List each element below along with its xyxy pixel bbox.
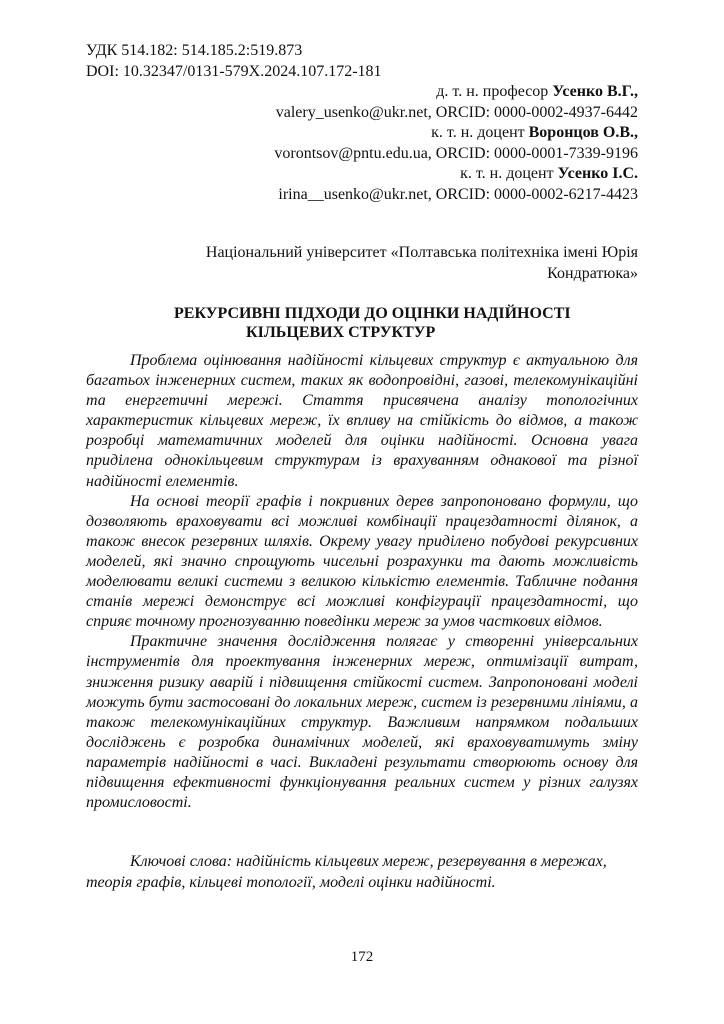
affiliation (86, 243, 638, 284)
author-3-title: к. т. н. доцент (460, 165, 558, 183)
udk-code: УДК 514.182: 514.185.2:519.873 (86, 42, 303, 59)
author-3 (86, 164, 638, 185)
title-line-1: РЕКУРСИВНІ ПІДХОДИ ДО ОЦІНКИ НАДІЙНОСТІ (174, 305, 571, 322)
author-1 (86, 82, 638, 103)
author-1-contact: valery_usenko@ukr.net, ORCID: 0000-0002-4937-6442 (275, 103, 638, 121)
doi: DOI: 10.32347/0131-579X.2024.107.172-181 (86, 62, 382, 80)
keywords (86, 852, 638, 893)
abstract-paragraph-2: На основі теорії графів і покривних дерев запропоновано формули, що дозволяють враховувати всі можливі комбінації працездатності ділянок, а також внесок резервних шляхів. Окрему увагу приділено побудові рекурсивних моделей, які значно спрощують чисельні розрахунки та дають можливість моделювати великі системи з великою кількістю елементів. Табличне подання станів мережі демонструє всі можливі конфігурації працездатності, що сприяє точному прогнозуванню поведінки мереж за умов часткових відмов. (86, 492, 638, 631)
affiliation-line-2: Кондратюка» (547, 264, 638, 282)
keywords-text: Ключові слова: надійність кільцевих мереж, резервування в мережах, теорія графів, кільцеві топології, моделі оцінки надійності. (86, 853, 607, 891)
author-2-name: Воронцов О.В., (528, 124, 638, 142)
affiliation-line-1: Національний університет «Полтавська політехніка імені Юрія (205, 244, 638, 261)
paper-title (86, 304, 638, 342)
author-2-title: к. т. н. доцент (431, 124, 529, 142)
author-3-name: Усенко І.С. (557, 165, 638, 183)
abstract-paragraph-3: Практичне значення дослідження полягає у створенні універсальних інструментів для проектування інженерних мереж, оптимізації витрат, зниження ризику аварій і підвищення стійкості систем. Запропоновані моделі можуть бути застосовані до локальних мереж, систем із резервними лініями, а також телекомунікаційних структур. Важливим напрямком подальших досліджень є розробка динамічних моделей, які враховуватимуть зміну параметрів надійності в часі. Викладені результати створюють основу для підвищення ефективності функціонування реальних систем у різних галузях промисловості. (86, 633, 638, 812)
abstract (86, 351, 638, 813)
author-2-contact: vorontsov@pntu.edu.ua, ORCID: 0000-0001-7339-9196 (274, 144, 638, 162)
author-1-name: Усенко В.Г., (552, 83, 638, 100)
title-line-2: КІЛЬЦЕВИХ СТРУКТУР (246, 324, 436, 341)
page-number: 172 (350, 949, 374, 965)
abstract-paragraph-1: Проблема оцінювання надійності кільцевих структур є актуальною для багатьох інженерних систем, таких як водопровідні, газові, телекомунікаційні та енергетичні мережі. Стаття присвячена аналізу топологічних характеристик кільцевих мереж, їх впливу на стійкість до відмов, а також розробці математичних моделей для оцінки надійності. Основна увага приділена однокільцевим структурам із врахуванням однакової та різної надійності елементів. (86, 352, 638, 490)
author-1-title: д. т. н. професор (436, 83, 553, 100)
author-3-contact: irina__usenko@ukr.net, ORCID: 0000-0002-6217-4423 (278, 185, 638, 203)
author-2 (86, 123, 638, 144)
author-list (86, 82, 638, 206)
